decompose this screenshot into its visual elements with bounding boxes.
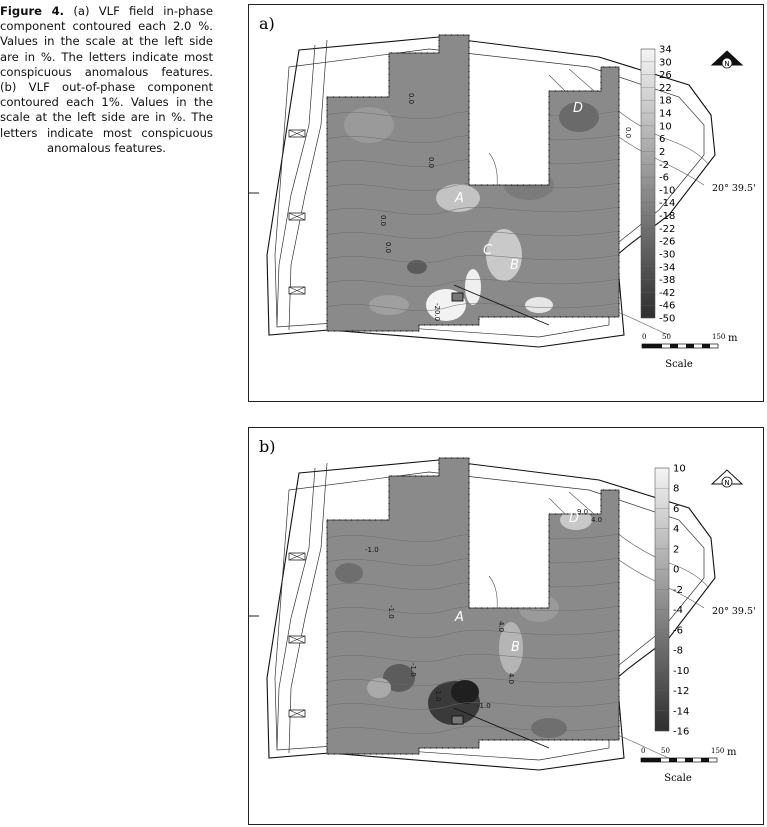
north-arrow xyxy=(712,470,742,487)
colorbar-tick-label: -14 xyxy=(659,198,676,210)
anomaly-label-b: B xyxy=(511,640,520,655)
colorbar-tick-label: 4 xyxy=(673,524,680,536)
colorbar-rect xyxy=(655,468,669,731)
colorbar-tick-label: 0 xyxy=(673,564,680,576)
scale-unit: m xyxy=(728,333,738,344)
panel-label: a) xyxy=(259,14,275,33)
colorbar-tick-label: -16 xyxy=(673,726,690,738)
colorbar-tick-label: 14 xyxy=(659,108,672,120)
anomaly-label-a: A xyxy=(455,610,464,625)
colorbar-tick-label: -30 xyxy=(659,249,676,261)
contour-value-label: 0.0 xyxy=(384,242,392,254)
colorbar-tick-label: -6 xyxy=(659,172,669,184)
colorbar-tick-label: -18 xyxy=(659,211,676,223)
road-line xyxy=(277,468,315,748)
anomaly-label-b: B xyxy=(510,258,519,273)
scale-bar-segment xyxy=(641,758,653,762)
scale-bar-segment xyxy=(701,758,709,762)
colorbar-tick-label: 30 xyxy=(659,57,672,69)
contour-value-label: 0.0 xyxy=(427,157,435,169)
contour-value-label: 0.0 xyxy=(379,215,387,227)
scale-tick-150: 150 xyxy=(712,333,726,341)
north-label: N xyxy=(724,60,730,68)
scale-title: Scale xyxy=(664,773,692,784)
field-anomaly xyxy=(525,297,553,313)
field-anomaly xyxy=(465,269,481,305)
colorbar-tick-label: -14 xyxy=(673,706,690,718)
contour-value-label: -1.0 xyxy=(477,702,491,710)
anomaly-label-c: C xyxy=(483,243,493,258)
colorbar-tick-label: 2 xyxy=(659,146,666,158)
field-anomaly xyxy=(335,563,363,583)
colorbar-tick-label: -12 xyxy=(673,686,690,698)
colorbar-tick-label: -2 xyxy=(673,584,683,596)
scale-unit: m xyxy=(727,747,737,758)
panel-label: b) xyxy=(259,437,276,456)
contour-value-label: -1.0 xyxy=(434,688,442,702)
colorbar-tick-label: -38 xyxy=(659,275,676,287)
panel-a-map xyxy=(249,5,765,403)
colorbar-tick-label: -8 xyxy=(673,645,683,657)
contour-value-label: 0.0 xyxy=(407,93,415,105)
colorbar-tick-label: 2 xyxy=(673,544,680,556)
colorbar-tick-label: -10 xyxy=(659,185,676,197)
anomaly-label-d: D xyxy=(573,101,584,116)
scale-bar xyxy=(641,747,737,784)
colorbar-tick-label: 26 xyxy=(659,70,672,82)
scale-title: Scale xyxy=(665,359,693,370)
panel-b-map xyxy=(249,428,765,826)
scale-tick-50: 50 xyxy=(661,747,670,755)
contour-value-label: 4.0 xyxy=(507,673,515,685)
colorbar-tick-label: 22 xyxy=(659,82,672,94)
field-anomaly xyxy=(369,295,409,315)
colorbar-tick-label: -26 xyxy=(659,236,676,248)
contour-value-label: 0.0 xyxy=(624,127,632,139)
colorbar-tick-label: -50 xyxy=(659,313,676,325)
scale-bar-segment xyxy=(686,344,694,348)
scale-bar-segment xyxy=(669,758,677,762)
latitude-label: 20° 39.5' xyxy=(712,183,756,194)
colorbar-tick-label: -34 xyxy=(659,262,676,274)
colorbar-tick-label: 8 xyxy=(673,483,680,495)
contour-value-label: 4.0 xyxy=(591,516,603,524)
contour-value-label: -1.0 xyxy=(387,605,395,619)
scale-bar-segment xyxy=(654,344,662,348)
colorbar-tick-label: -2 xyxy=(659,159,669,171)
scale-bar-segment xyxy=(653,758,661,762)
contour-value-label: -20.0 xyxy=(433,303,441,322)
north-arrow xyxy=(712,51,742,68)
figure-label: Figure 4. xyxy=(0,4,65,18)
scale-tick-150: 150 xyxy=(711,747,725,755)
scale-bar-segment xyxy=(642,344,654,348)
colorbar-tick-label: 10 xyxy=(659,121,672,133)
scale-bar-segment xyxy=(685,758,693,762)
scale-tick-50: 50 xyxy=(662,333,671,341)
contour-value-label: 9.0 xyxy=(577,508,589,516)
road-line xyxy=(289,40,327,330)
scale-bar-segment xyxy=(670,344,678,348)
colorbar-tick-label: -4 xyxy=(673,605,683,617)
contour-value-label: -1.0 xyxy=(365,546,379,554)
latitude-label: 20° 39.5' xyxy=(712,606,756,617)
colorbar-tick-label: -42 xyxy=(659,287,676,299)
anomaly-label-a: A xyxy=(455,191,464,206)
colorbar-tick-label: -46 xyxy=(659,300,676,312)
figure-caption-text: (a) VLF field in-phase component contoured each 2.0 %. Values in the scale at the left side are in %. The letters indicate most conspicuous anomalous features. (b) VLF out-of-phase component contoured each 1%. Values in the scale at the left side are in %. The letters indicate most conspicuous anomalous features. xyxy=(0,4,213,155)
borehole-marker xyxy=(452,293,463,301)
colorbar-tick-label: 34 xyxy=(659,44,672,56)
colorbar-tick-label: 18 xyxy=(659,95,672,107)
field-anomaly xyxy=(531,718,567,738)
road-line xyxy=(277,45,315,325)
panel-b xyxy=(248,427,764,825)
scale-tick-0: 0 xyxy=(641,747,646,755)
colorbar-rect xyxy=(641,49,655,318)
scale-bar xyxy=(642,333,738,370)
scale-tick-0: 0 xyxy=(642,333,647,341)
colorbar-tick-label: -6 xyxy=(673,625,683,637)
colorbar xyxy=(641,45,675,325)
figure-caption xyxy=(0,4,213,156)
contour-value-label: 4.0 xyxy=(497,621,505,633)
colorbar-tick-label: 10 xyxy=(673,463,686,475)
scale-bar-segment xyxy=(702,344,710,348)
north-label: N xyxy=(724,479,730,487)
field-anomaly xyxy=(367,678,391,698)
colorbar-tick-label: 6 xyxy=(673,503,680,515)
anomaly-label-d: D xyxy=(569,511,580,526)
panel-a xyxy=(248,4,764,402)
colorbar-tick-label: 6 xyxy=(659,134,666,146)
field-anomaly xyxy=(451,680,479,704)
contour-value-label: -1.0 xyxy=(409,663,417,677)
road-line xyxy=(289,463,327,753)
borehole-marker xyxy=(452,716,463,724)
colorbar xyxy=(655,464,689,738)
colorbar-tick-label: -10 xyxy=(673,665,690,677)
colorbar-tick-label: -22 xyxy=(659,223,676,235)
